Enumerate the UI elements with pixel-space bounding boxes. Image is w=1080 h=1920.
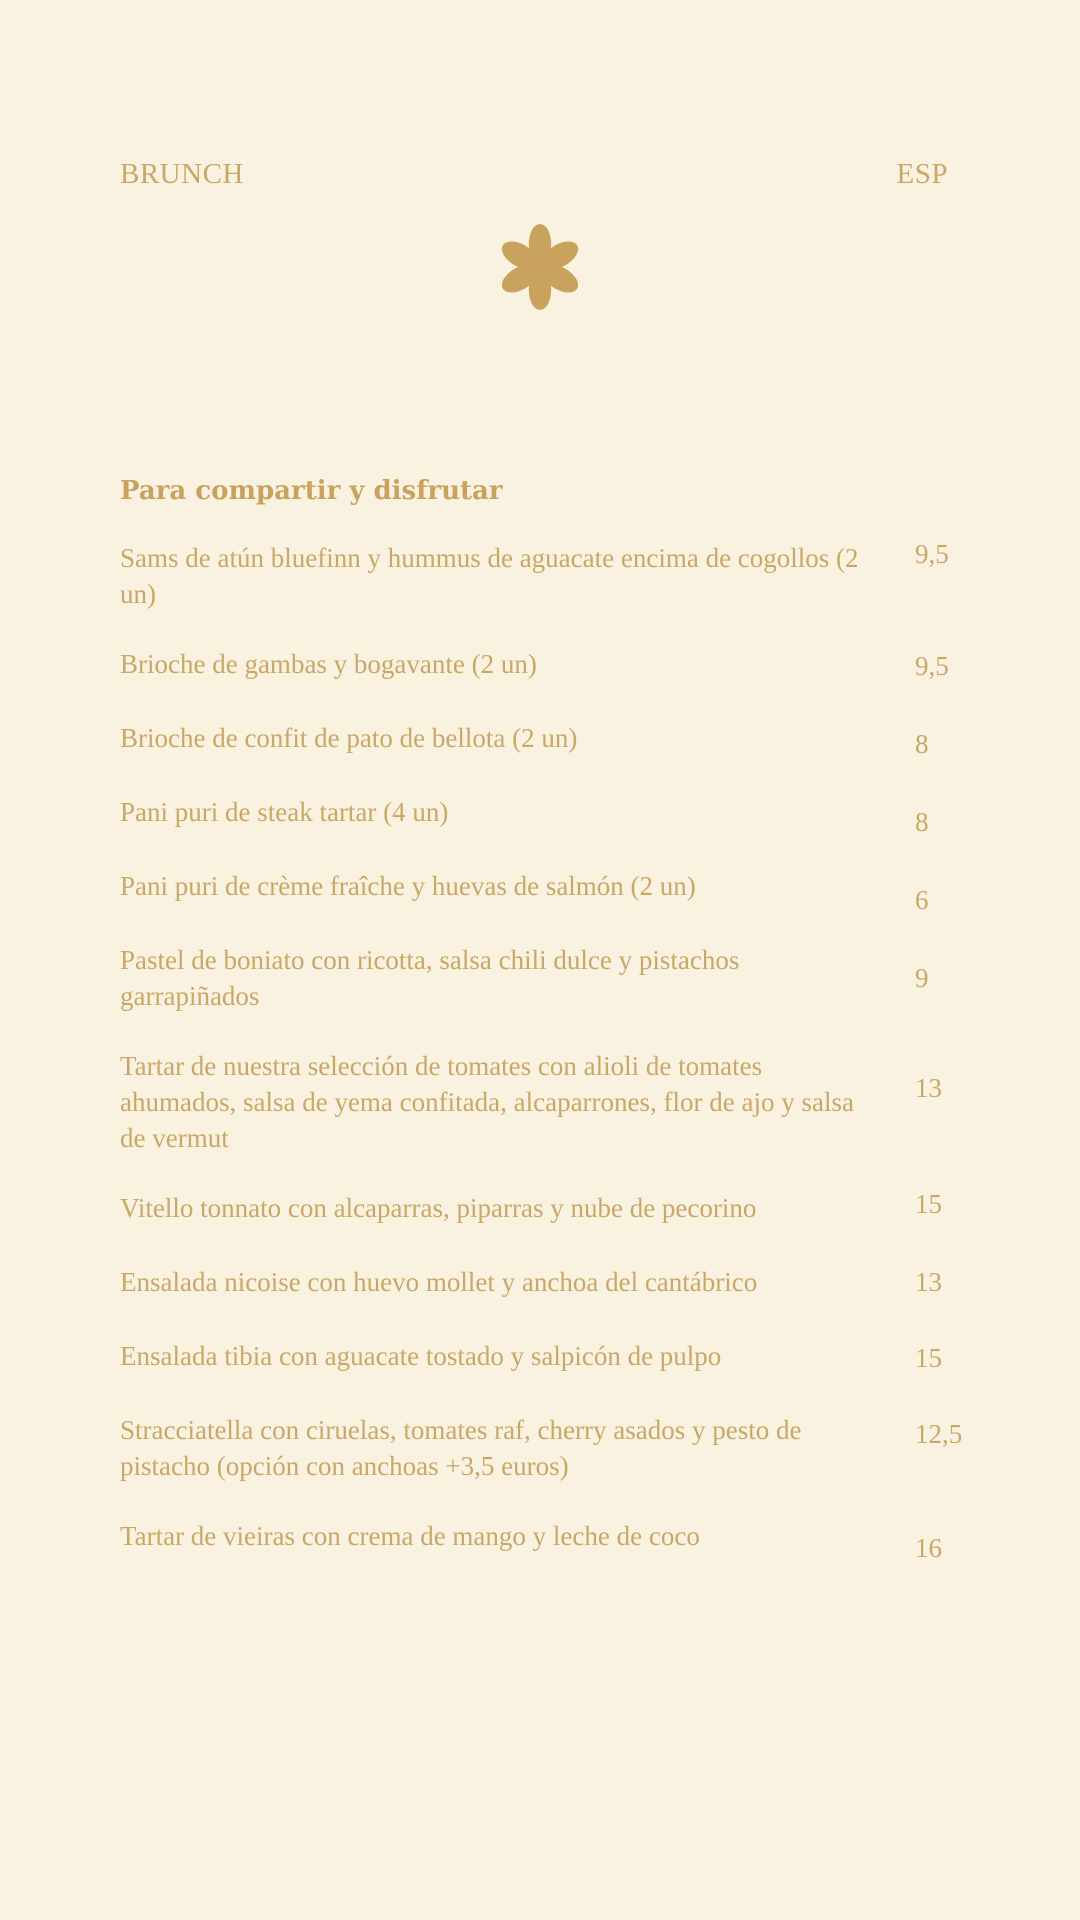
menu-item-price: 9,5 <box>915 651 949 681</box>
menu-item-price: 16 <box>915 1533 942 1563</box>
menu-item <box>120 1338 980 1378</box>
menu-item <box>120 1190 980 1230</box>
menu-list <box>120 540 980 1592</box>
menu-item-name: Ensalada nicoise con huevo mollet y anchoa del cantábrico <box>120 1267 758 1297</box>
menu-category-label: BRUNCH <box>120 158 244 190</box>
menu-item-price: 15 <box>915 1343 942 1373</box>
language-label[interactable]: ESP <box>896 158 948 190</box>
menu-item <box>120 1412 980 1484</box>
section-title: Para compartir y disfrutar <box>120 476 503 506</box>
menu-item-price: 13 <box>915 1073 942 1103</box>
menu-item <box>120 868 980 915</box>
menu-item-name: Vitello tonnato con alcaparras, piparras y nube de pecorino <box>120 1193 757 1223</box>
menu-item <box>120 1048 980 1156</box>
menu-item-price: 12,5 <box>915 1419 963 1449</box>
menu-item-name: Pastel de boniato con ricotta, salsa chili dulce y pistachos garrapiñados <box>120 945 740 1011</box>
menu-item <box>120 1518 980 1563</box>
menu-item <box>120 720 980 760</box>
menu-item <box>120 1264 980 1304</box>
menu-item-name: Brioche de confit de pato de bellota (2 un) <box>120 723 578 753</box>
menu-item <box>120 794 980 837</box>
menu-item-price: 8 <box>915 807 929 837</box>
flower-icon <box>497 224 583 310</box>
menu-item-name: Ensalada tibia con aguacate tostado y salpicón de pulpo <box>120 1341 722 1371</box>
menu-item-name: Stracciatella con ciruelas, tomates raf, cherry asados y pesto de pistacho (opción con anchoas +3,5 euros) <box>120 1415 802 1481</box>
menu-item-price: 8 <box>915 729 929 759</box>
menu-item-price: 6 <box>915 885 929 915</box>
menu-item-name: Tartar de vieiras con crema de mango y leche de coco <box>120 1521 700 1551</box>
menu-item-name: Brioche de gambas y bogavante (2 un) <box>120 649 537 679</box>
menu-item-name: Sams de atún bluefinn y hummus de aguacate encima de cogollos (2 un) <box>120 543 859 609</box>
menu-item-price: 13 <box>915 1267 942 1297</box>
menu-item <box>120 540 980 612</box>
menu-item-name: Tartar de nuestra selección de tomates con alioli de tomates ahumados, salsa de yema confitada, alcaparrones, flor de ajo y salsa de vermut <box>120 1051 854 1153</box>
menu-item-name: Pani puri de crème fraîche y huevas de salmón (2 un) <box>120 871 696 901</box>
menu-item <box>120 942 980 1014</box>
menu-item-name: Pani puri de steak tartar (4 un) <box>120 797 449 827</box>
menu-item-price: 15 <box>915 1189 942 1219</box>
menu-item <box>120 646 980 686</box>
menu-item-price: 9 <box>915 963 929 993</box>
menu-item-price: 9,5 <box>915 539 949 569</box>
